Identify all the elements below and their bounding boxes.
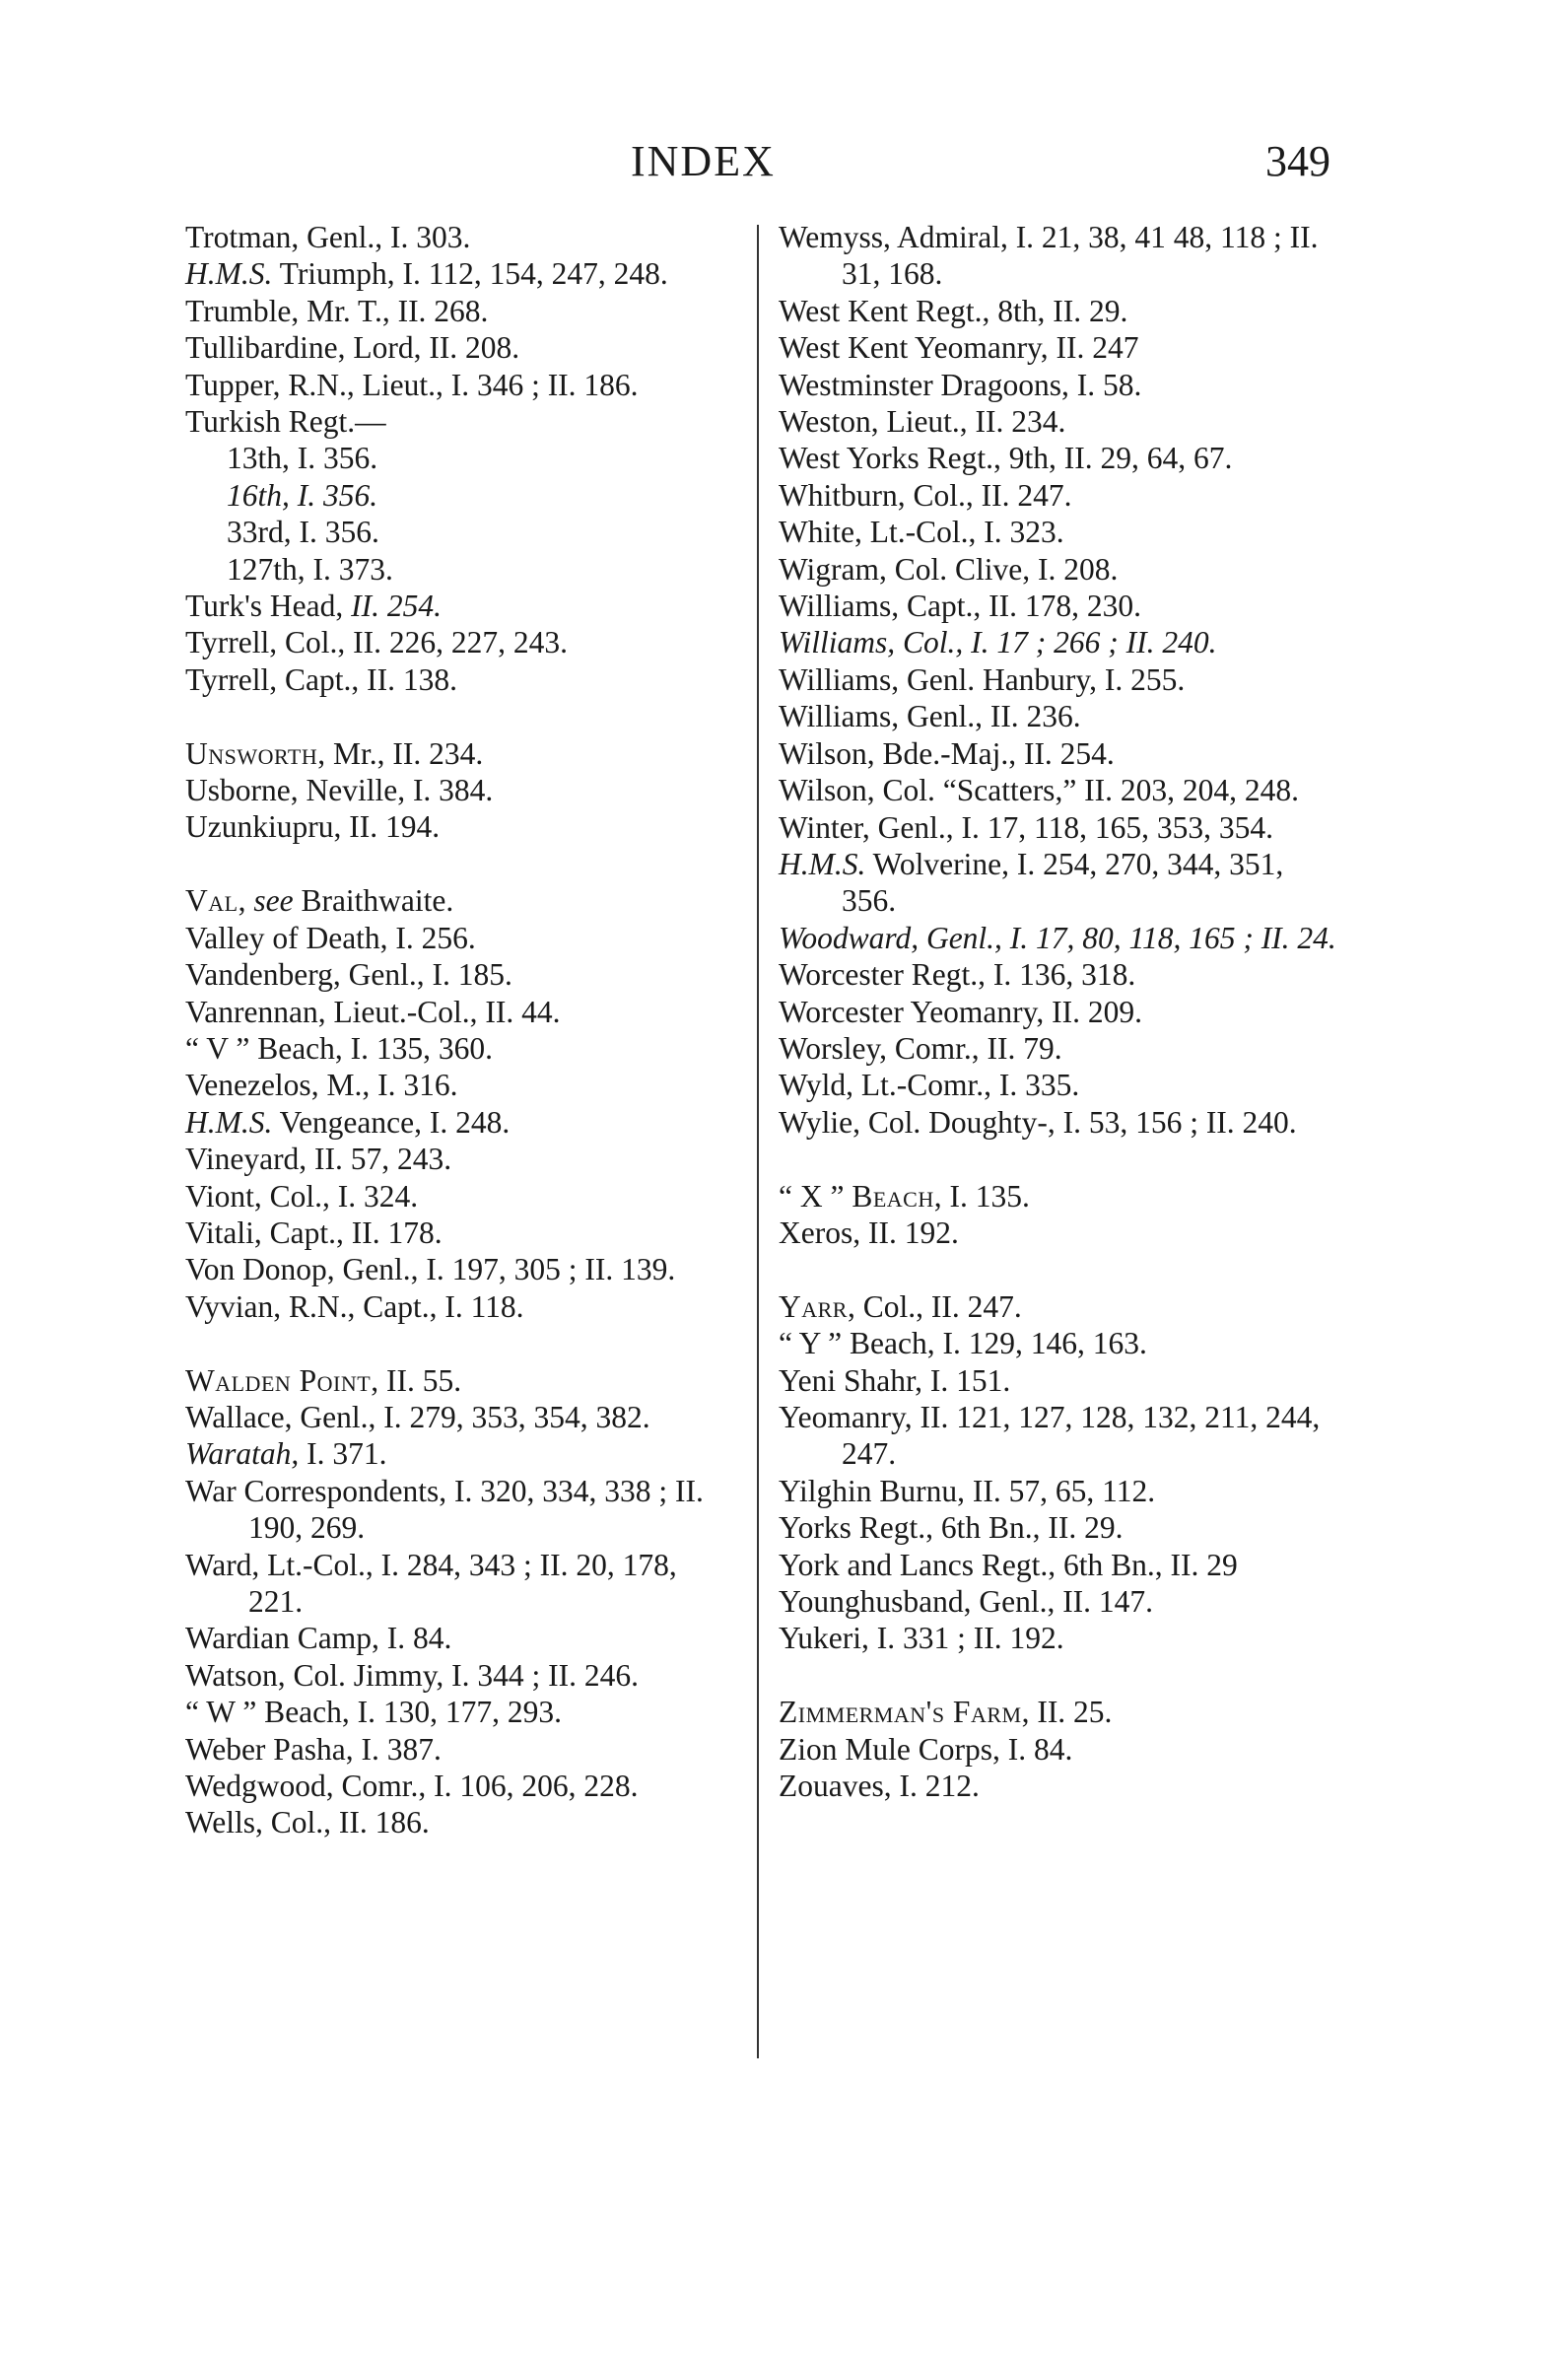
index-entry [185,1435,737,1472]
page-title: INDEX [631,137,776,185]
entry-text: Wedgwood, Comr., I. 106, 206, 228. [185,1769,639,1804]
entry-text: Tullibardine, Lord, II. 208. [185,330,520,366]
entry-text: Ward, Lt.-Col., I. 284, 343 ; II. 20, 178, 221. [185,1547,677,1619]
index-entry [185,735,737,772]
entry-text: Turk's Head, [185,589,352,624]
entry-text: Williams, Genl., II. 236. [779,699,1081,734]
entry-heading: Val [185,883,239,919]
index-entry [185,661,737,698]
entry-text: Zion Mule Corps, I. 84. [779,1731,1073,1767]
entry-text: Viont, Col., I. 324. [185,1178,419,1214]
index-entry [185,1030,737,1067]
index-entry [185,477,737,514]
section-gap [185,1325,737,1361]
index-entry [185,882,737,919]
entry-text: Triumph, I. 112, 154, 247, 248. [272,256,668,292]
index-entry [185,1288,737,1325]
index-entry [185,1215,737,1251]
entry-text: Yilghin Burnu, II. 57, 65, 112. [779,1473,1156,1508]
index-entry [779,994,1340,1030]
entry-text: Tyrrell, Capt., II. 138. [185,661,457,697]
entry-text: West Yorks Regt., 9th, II. 29, 64, 67. [779,441,1233,476]
entry-text: , [238,883,254,919]
entry-text: , I. 135. [933,1178,1030,1214]
entry-text: see [253,883,294,919]
index-entry [185,808,737,845]
entry-text: , II. 55. [371,1362,462,1398]
entry-text: Whitburn, Col., II. 247. [779,477,1072,513]
index-entry [185,367,737,403]
index-entry [185,624,737,660]
index-entry [185,1657,737,1694]
index-entry [185,1251,737,1287]
index-entry [779,698,1340,734]
entry-heading: Zimmerman's Farm [779,1695,1022,1730]
entry-text: Watson, Col. Jimmy, I. 344 ; II. 246. [185,1657,640,1693]
entry-text: Tupper, R.N., Lieut., I. 346 ; II. 186. [185,367,639,402]
entry-text: Trumble, Mr. T., II. 268. [185,293,489,328]
index-entry [185,1067,737,1103]
entry-text: , Mr., II. 234. [317,735,484,771]
index-entry [779,1509,1340,1546]
index-entry [779,772,1340,808]
index-entry [779,588,1340,624]
entry-text: War Correspondents, I. 320, 334, 338 ; II. 190, 269. [185,1473,704,1546]
index-entry [779,1768,1340,1804]
entry-text: Wilson, Col. “Scatters,” II. 203, 204, 248. [779,773,1300,808]
index-entry [185,588,737,624]
entry-text: Worcester Regt., I. 136, 318. [779,957,1136,993]
entry-text: Wemyss, Admiral, I. 21, 38, 41 48, 118 ; II. 31, 168. [779,220,1319,292]
entry-text: Valley of Death, I. 256. [185,920,476,955]
entry-text: Wells, Col., II. 186. [185,1805,430,1840]
index-entry [779,846,1340,920]
section-gap [185,698,737,734]
index-entry [779,735,1340,772]
index-entry [779,809,1340,846]
entry-text: Younghusband, Genl., II. 147. [779,1584,1154,1619]
entry-text: “ X ” [779,1178,852,1214]
entry-text: Winter, Genl., I. 17, 118, 165, 353, 354. [779,809,1273,845]
index-entry [779,1215,1340,1251]
entry-text: Turkish Regt.— [185,404,386,440]
entry-text: Vengeance, I. 248. [272,1104,511,1140]
index-entry [185,1694,737,1730]
entry-text: “ W ” Beach, I. 130, 177, 293. [185,1695,562,1730]
entry-text: , Col., II. 247. [847,1288,1022,1324]
index-column-right [779,219,1340,1804]
index-entry [185,219,737,255]
entry-heading: H.M.S. [779,846,866,881]
entry-text: Woodward, Genl., I. 17, 80, 118, 165 ; II. 24. [779,920,1336,955]
index-entry [779,1620,1340,1656]
index-entry [779,367,1340,403]
entry-text: Worsley, Comr., II. 79. [779,1030,1062,1066]
index-entry [185,920,737,956]
page-header [0,136,1568,195]
entry-heading: H.M.S. [185,1104,273,1140]
entry-text: White, Lt.-Col., I. 323. [779,515,1064,550]
section-gap [779,1657,1340,1694]
entry-text: Yorks Regt., 6th Bn., II. 29. [779,1510,1124,1546]
entry-text: Yukeri, I. 331 ; II. 192. [779,1621,1064,1656]
column-divider [757,225,759,2058]
entry-text: Venezelos, M., I. 316. [185,1068,458,1103]
index-entry [185,1620,737,1656]
index-entry [185,1104,737,1141]
index-entry [185,1178,737,1215]
index-entry [185,1141,737,1177]
entry-text: Williams, Capt., II. 178, 230. [779,589,1141,624]
entry-text: Worcester Yeomanry, II. 209. [779,994,1142,1029]
entry-text: Vandenberg, Genl., I. 185. [185,957,512,993]
index-entry [779,293,1340,329]
entry-heading: H.M.S. [185,256,273,292]
entry-text: Wigram, Col. Clive, I. 208. [779,551,1119,587]
index-entry [779,1178,1340,1215]
entry-text: Von Donop, Genl., I. 197, 305 ; II. 139. [185,1252,676,1287]
index-column-left [185,219,737,1841]
entry-text: Wyld, Lt.-Comr., I. 335. [779,1068,1080,1103]
entry-text: Yeomanry, II. 121, 127, 128, 132, 211, 244, 247. [779,1399,1321,1472]
entry-heading: Unsworth [185,735,318,771]
index-entry [185,1731,737,1768]
index-entry [185,994,737,1030]
entry-text: Zouaves, I. 212. [779,1769,980,1804]
index-entry [779,1694,1340,1730]
index-entry [185,1473,737,1547]
index-entry [779,1473,1340,1509]
entry-text: 127th, I. 373. [227,551,393,587]
index-entry [185,956,737,993]
entry-text: Tyrrell, Col., II. 226, 227, 243. [185,625,568,660]
index-entry [779,624,1340,660]
entry-text: II. 254. [351,589,443,624]
index-entry [185,440,737,476]
index-entry [779,1399,1340,1473]
entry-text: Wallace, Genl., I. 279, 353, 354, 382. [185,1399,650,1434]
page-number: 349 [1265,137,1330,185]
entry-text: Weston, Lieut., II. 234. [779,404,1066,440]
entry-text: I. 371. [299,1436,387,1472]
index-entry [779,1583,1340,1620]
entry-text: Wilson, Bde.-Maj., II. 254. [779,735,1115,771]
index-entry [779,1030,1340,1067]
index-entry [779,661,1340,698]
entry-text: Westminster Dragoons, I. 58. [779,367,1142,402]
entry-text: West Kent Yeomanry, II. 247 [779,330,1139,366]
section-gap [185,846,737,882]
index-entry [185,1399,737,1435]
index-entry [779,1288,1340,1325]
entry-text: Beach [852,1178,934,1214]
entry-text: West Kent Regt., 8th, II. 29. [779,293,1128,328]
entry-text: Uzunkiupru, II. 194. [185,809,441,845]
index-entry [779,1731,1340,1768]
index-entry [185,1362,737,1399]
entry-text: Williams, Col., I. 17 ; 266 ; II. 240. [779,625,1217,660]
entry-text: Wardian Camp, I. 84. [185,1621,452,1656]
index-entry [185,1768,737,1804]
entry-text: Usborne, Neville, I. 384. [185,773,494,808]
index-entry [185,551,737,588]
entry-text: Trotman, Genl., I. 303. [185,220,471,254]
entry-text: , II. 25. [1021,1695,1113,1730]
entry-text: “ V ” Beach, I. 135, 360. [185,1030,494,1066]
index-entry [185,329,737,366]
index-entry [779,219,1340,293]
entry-heading: Yarr [779,1288,848,1324]
entry-heading: Waratah, [185,1436,300,1472]
entry-text: Yeni Shahr, I. 151. [779,1362,1011,1398]
entry-text: Vineyard, II. 57, 243. [185,1142,452,1177]
entry-text: 16th, I. 356. [227,477,378,513]
index-entry [185,514,737,550]
index-entry [779,1104,1340,1141]
index-entry [779,329,1340,366]
entry-heading: Walden Point [185,1362,372,1398]
entry-text: Vitali, Capt., II. 178. [185,1215,443,1250]
entry-text: Weber Pasha, I. 387. [185,1731,442,1767]
section-gap [779,1251,1340,1287]
index-entry [185,293,737,329]
entry-text: 13th, I. 356. [227,441,378,476]
index-entry [779,1325,1340,1361]
entry-text: Wolverine, I. 254, 270, 344, 351, 356. [842,846,1284,919]
entry-text: Williams, Genl. Hanbury, I. 255. [779,661,1186,697]
index-entry [779,514,1340,550]
index-entry [185,772,737,808]
index-entry [779,1362,1340,1399]
index-entry [185,1547,737,1621]
entry-text: Wylie, Col. Doughty-, I. 53, 156 ; II. 240. [779,1104,1297,1140]
section-gap [779,1141,1340,1177]
index-entry [779,956,1340,993]
index-entry [779,440,1340,476]
index-entry [779,1547,1340,1583]
entry-text: Vanrennan, Lieut.-Col., II. 44. [185,994,561,1029]
entry-text: Xeros, II. 192. [779,1215,959,1250]
entry-text: Vyvian, R.N., Capt., I. 118. [185,1288,524,1324]
entry-text: York and Lancs Regt., 6th Bn., II. 29 [779,1547,1238,1582]
index-entry [185,255,737,292]
index-entry [779,403,1340,440]
index-entry [779,1067,1340,1103]
entry-text: “ Y ” Beach, I. 129, 146, 163. [779,1326,1147,1361]
index-entry [185,403,737,440]
entry-text: 33rd, I. 356. [227,515,379,550]
index-entry [779,920,1340,956]
entry-text: Braithwaite. [293,883,454,919]
index-entry [779,477,1340,514]
index-entry [779,551,1340,588]
index-entry [185,1804,737,1840]
